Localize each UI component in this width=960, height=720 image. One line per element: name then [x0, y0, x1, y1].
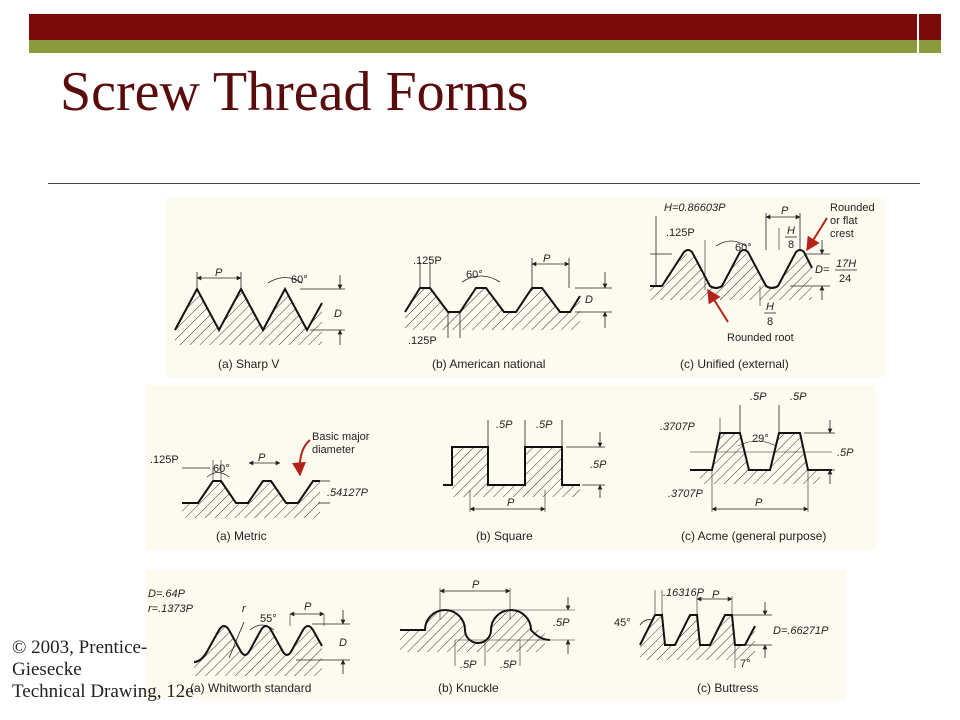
- unified-crest-label-2: or flat: [830, 215, 858, 227]
- whitworth-r-value-label: r=.1373P: [148, 603, 193, 615]
- metric-depth-label: .54127P: [327, 487, 368, 499]
- american-d-label: D: [585, 294, 593, 306]
- sharp-v-d-label: D: [334, 308, 342, 320]
- acme-flat-bottom-label: .3707P: [668, 488, 703, 500]
- acme-flat-top-label: .3707P: [660, 421, 695, 433]
- copyright-text: [12, 637, 194, 703]
- whitworth-d-value-label: D=.64P: [148, 588, 185, 600]
- american-flat-bottom-label: .125P: [408, 335, 437, 347]
- metric-flat-label: .125P: [150, 454, 179, 466]
- buttress-angle-bottom-label: 7°: [740, 658, 751, 670]
- copyright-line-2: Giesecke: [12, 659, 82, 680]
- sharp-v-p-label: P: [215, 267, 223, 279]
- unified-caption: (c) Unified (external): [680, 357, 789, 371]
- square-caption: (b) Square: [476, 529, 533, 543]
- square-top-label-1: .5P: [496, 419, 513, 431]
- unified-h8-top-label: H: [787, 225, 795, 237]
- square-depth-label: .5P: [590, 459, 607, 471]
- slide-title: Screw Thread Forms: [60, 61, 529, 123]
- unified-h8-bottom-label: 8: [788, 239, 795, 251]
- metric-p-label: P: [258, 452, 266, 464]
- unified-crest-label-3: crest: [830, 228, 854, 240]
- whitworth-caption: (a) Whitworth standard: [190, 681, 312, 695]
- acme-caption: (c) Acme (general purpose): [681, 529, 827, 543]
- square-top-label-2: .5P: [536, 419, 553, 431]
- buttress-top-label: .16316P: [663, 587, 704, 599]
- acme-top-label-1: .5P: [750, 391, 767, 403]
- buttress-p-label: P: [712, 589, 720, 601]
- acme-depth-label: .5P: [837, 447, 854, 459]
- buttress-angle-left-label: 45°: [614, 617, 631, 629]
- whitworth-angle-label: 55°: [260, 613, 277, 625]
- knuckle-caption: (b) Knuckle: [438, 681, 499, 695]
- metric-basic-label-1: Basic major: [312, 431, 370, 443]
- unified-d-numerator: 17H: [836, 258, 857, 270]
- whitworth-p-label: P: [304, 601, 312, 613]
- sharp-v-angle-label: 60°: [291, 274, 308, 286]
- american-p-label: P: [543, 253, 551, 265]
- buttress-depth-label: D=.66271P: [773, 625, 829, 637]
- metric-caption: (a) Metric: [216, 529, 267, 543]
- unified-root-8-label: 8: [767, 316, 774, 328]
- whitworth-r-label: r: [242, 603, 246, 615]
- copyright-line-3: Technical Drawing, 12e: [12, 681, 194, 702]
- knuckle-depth-label: .5P: [553, 617, 570, 629]
- knuckle-p-label: P: [472, 579, 480, 591]
- unified-p-label: P: [781, 205, 789, 217]
- buttress-caption: (c) Buttress: [697, 681, 759, 695]
- unified-crest-label-1: Rounded: [830, 202, 875, 214]
- unified-root-label: Rounded root: [727, 332, 794, 344]
- unified-flat-label: .125P: [666, 227, 695, 239]
- unified-h-value-label: H=0.86603P: [664, 202, 726, 214]
- sharp-v-caption: (a) Sharp V: [218, 357, 280, 371]
- american-flat-top-label: .125P: [413, 255, 442, 267]
- metric-basic-label-2: diameter: [312, 444, 355, 456]
- american-angle-label: 60°: [466, 269, 483, 281]
- unified-angle-label: 60°: [735, 242, 752, 254]
- copyright-line-1: © 2003, Prentice-: [12, 637, 148, 658]
- acme-p-label: P: [755, 497, 763, 509]
- knuckle-bottom-label-1: .5P: [460, 659, 477, 671]
- knuckle-bottom-label-2: .5P: [500, 659, 517, 671]
- acme-top-label-2: .5P: [790, 391, 807, 403]
- whitworth-d-label: D: [339, 637, 347, 649]
- metric-angle-label: 60°: [213, 463, 230, 475]
- unified-d-label: D=: [815, 264, 830, 276]
- acme-angle-label: 29°: [752, 433, 769, 445]
- american-caption: (b) American national: [432, 357, 546, 371]
- unified-d-denominator: 24: [839, 273, 852, 285]
- square-p-label: P: [507, 497, 515, 509]
- unified-root-h-label: H: [766, 301, 774, 313]
